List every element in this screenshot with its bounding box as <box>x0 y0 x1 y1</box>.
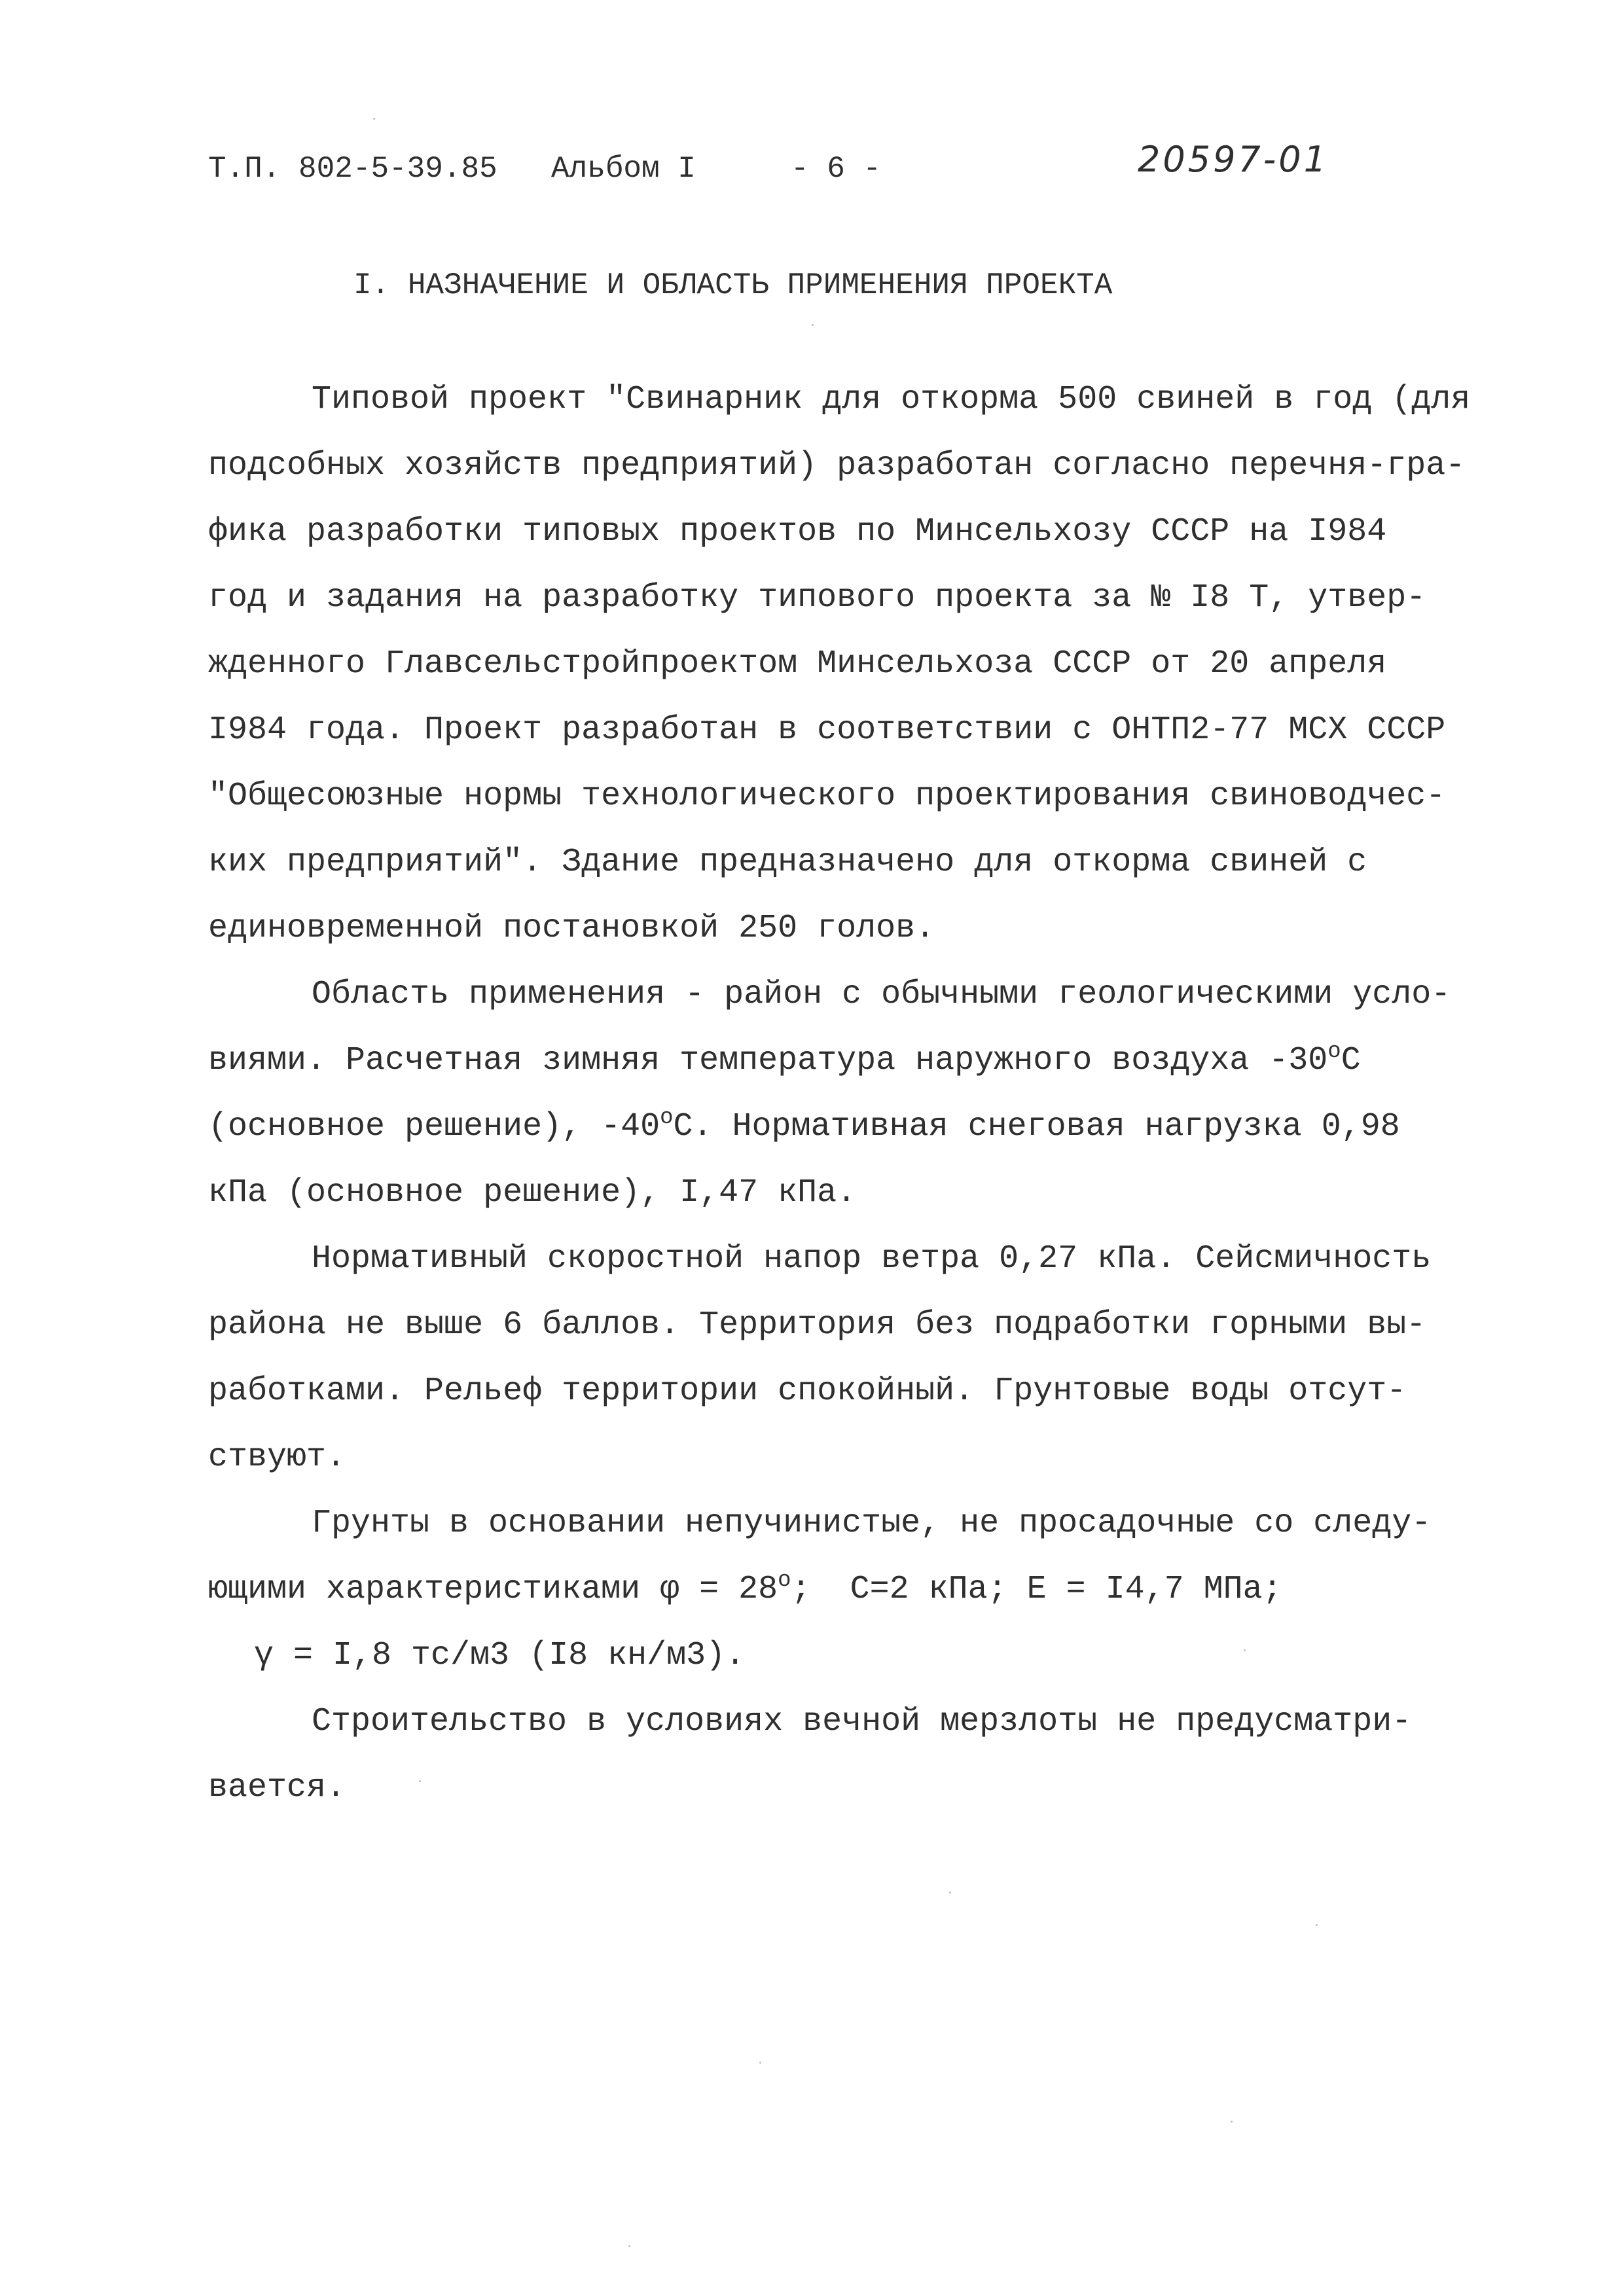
text-fragment: виями. Расчетная зимняя температура наружного воздуха -30 <box>208 1042 1328 1079</box>
scan-speck <box>812 324 814 326</box>
scan-speck <box>949 1892 951 1893</box>
paragraph-wind-seismic <box>208 1226 1504 1490</box>
page-header <box>208 139 1419 195</box>
text-line: γ = I,8 тс/м3 (I8 кн/м3). <box>254 1637 746 1674</box>
handwritten-document-number: 20597-01 <box>1138 139 1329 180</box>
degree-sign: о <box>1327 1039 1341 1064</box>
text-line: жденного Главсельстройпроектом Минсельхоза СССР от 20 апреля <box>208 645 1387 683</box>
scan-speck <box>373 118 375 120</box>
text-line: фика разработки типовых проектов по Минсельхозу СССР на I984 <box>208 513 1387 550</box>
text-fragment: С. Нормативная снеговая нагрузка 0,98 <box>673 1108 1400 1145</box>
paragraph-application-area <box>208 961 1504 1226</box>
text-line: района не выше 6 баллов. Территория без подработки горными вы- <box>208 1306 1426 1344</box>
text-line: ствуют. <box>208 1439 346 1476</box>
project-code: Т.П. 802-5-39.85 <box>208 152 497 186</box>
text-line: Типовой проект "Свинарник для откорма 500 свиней в год (для <box>312 381 1471 418</box>
text-line <box>208 1094 1504 1160</box>
text-fragment: С <box>1341 1042 1361 1079</box>
text-line: Строительство в условиях вечной мерзлоты не предусматри- <box>312 1703 1412 1740</box>
paragraph-soils <box>208 1490 1504 1689</box>
text-line: "Общесоюзные нормы технологического проектирования свиноводчес- <box>208 778 1446 815</box>
text-line: ких предприятий". Здание предназначено для откорма свиней с <box>208 844 1367 881</box>
degree-sign: о <box>778 1568 791 1593</box>
text-line: единовременной постановкой 250 голов. <box>208 910 935 947</box>
scan-speck <box>1244 1649 1246 1651</box>
text-line: Нормативный скоростной напор ветра 0,27 кПа. Сейсмичность <box>312 1240 1432 1278</box>
text-line: Грунты в основании непучинистые, не просадочные со следу- <box>312 1505 1432 1542</box>
degree-sign: о <box>660 1105 674 1130</box>
paragraph-permafrost <box>208 1689 1504 1821</box>
text-fragment: (основное решение), -40 <box>208 1108 660 1145</box>
text-line <box>208 1556 1504 1623</box>
album-label: Альбом I <box>551 152 696 186</box>
scan-speck <box>759 2062 761 2064</box>
text-line: год и задания на разработку типового проекта за № I8 Т, утвер- <box>208 579 1426 617</box>
text-line <box>208 1028 1504 1094</box>
document-body <box>208 367 1504 1821</box>
scan-speck <box>1231 2121 1233 2123</box>
paragraph-purpose <box>208 367 1504 961</box>
text-fragment: ющими характеристиками φ = 28 <box>208 1571 778 1608</box>
scan-speck <box>1316 1924 1318 1926</box>
page-number: - 6 - <box>791 152 882 186</box>
text-line: кПа (основное решение), I,47 кПа. <box>208 1174 857 1211</box>
section-title: I. НАЗНАЧЕНИЕ И ОБЛАСТЬ ПРИМЕНЕНИЯ ПРОЕКТА <box>353 268 1113 302</box>
text-line: I984 года. Проект разработан в соответствии с ОНТП2-77 МСХ СССР <box>208 711 1446 749</box>
text-line: вается. <box>208 1769 346 1806</box>
scan-speck <box>628 2245 630 2247</box>
text-line: подсобных хозяйств предприятий) разработан согласно перечня-гра- <box>208 447 1466 484</box>
text-line: Область применения - район с обычными геологическими усло- <box>312 976 1451 1013</box>
scan-speck <box>419 1780 421 1782</box>
text-line: работками. Рельеф территории спокойный. Грунтовые воды отсут- <box>208 1372 1407 1410</box>
text-fragment: ; С=2 кПа; Е = I4,7 МПа; <box>791 1571 1282 1608</box>
